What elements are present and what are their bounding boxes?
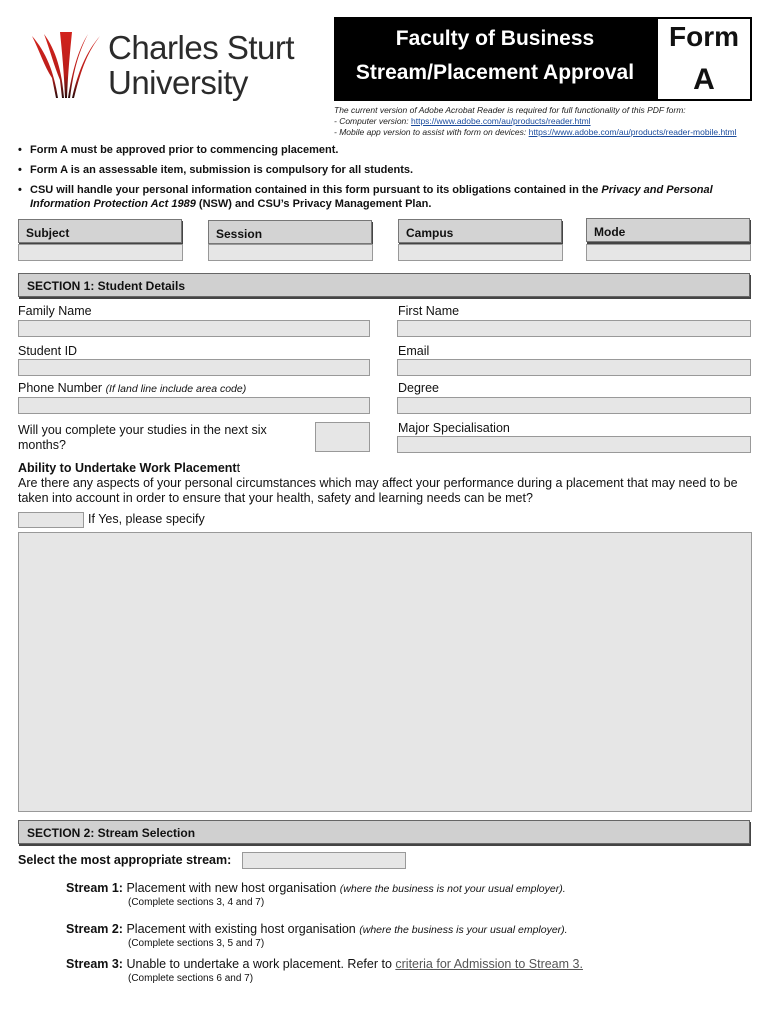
form-word: Form (669, 21, 739, 52)
csu-logo-mark-icon (30, 32, 102, 100)
ability-question: Are there any aspects of your personal circumstances which may affect your performance during a placement that may need to be taken into account in order to ensure that your health, safety and learning needs can be met? (18, 476, 738, 505)
major-field[interactable] (397, 436, 751, 453)
stream-select[interactable] (242, 852, 406, 869)
bullet-privacy: • CSU will handle your personal information contained in this form pursuant to its obligations contained in the Privacy and Personal Information Protection Act 1989 (NSW) and CSU’s Privacy Management Plan. (18, 183, 748, 211)
student-id-field[interactable] (18, 359, 370, 376)
section-2-header: SECTION 2: Stream Selection (18, 820, 750, 844)
first-name-label: First Name (398, 304, 460, 318)
complete-studies-question: Will you complete your studies in the next six months? (18, 423, 267, 452)
mode-field[interactable] (586, 244, 751, 261)
email-label: Email (398, 344, 430, 358)
if-yes-dropdown[interactable] (18, 512, 84, 528)
family-name-field[interactable] (18, 320, 370, 337)
acrobat-notice (334, 105, 737, 138)
if-yes-label: If Yes, please specify (88, 512, 205, 526)
ability-title: Ability to Undertake Work Placementt (18, 461, 241, 475)
phone-field[interactable] (18, 397, 370, 414)
reader-link[interactable]: https://www.adobe.com/au/products/reader.html (411, 116, 591, 126)
stream-2-option: Stream 2: Placement with existing host organisation (where the business is your usual employer). (Complete sections 3, 5 and 7) (66, 922, 568, 949)
logo-line-1: Charles Sturt (108, 29, 295, 66)
bullet-item: • Form A is an assessable item, submission is compulsory for all students. (18, 163, 748, 177)
session-field[interactable] (208, 244, 373, 261)
stream-3-criteria-link[interactable]: criteria for Admission to Stream 3. (395, 957, 583, 971)
select-stream-label: Select the most appropriate stream: (18, 853, 232, 867)
degree-field[interactable] (397, 397, 751, 414)
specify-textarea[interactable] (18, 532, 752, 812)
bullet-item: • Form A must be approved prior to commencing placement. (18, 143, 748, 157)
stream-3-option: Stream 3: Unable to undertake a work placement. Refer to criteria for Admission to Stream 3. (Complete sections 6 and 7) (66, 957, 583, 984)
mode-label: Mode (586, 218, 750, 242)
stream-1-option: Stream 1: Placement with new host organisation (where the business is not your usual employer). (Complete sections 3, 4 and 7) (66, 881, 566, 908)
form-letter: A (693, 63, 715, 96)
subject-label: Subject (18, 219, 182, 243)
student-id-label: Student ID (18, 344, 78, 358)
header-title-box (334, 17, 656, 101)
faculty-title: Faculty of Business (395, 27, 595, 50)
family-name-label: Family Name (18, 304, 92, 318)
form-id-box (656, 17, 752, 101)
acrobat-line-1: The current version of Adobe Acrobat Reader is required for full functionality of this PDF form: (334, 105, 686, 115)
campus-label: Campus (398, 219, 562, 243)
csu-logo-text (108, 30, 294, 100)
acrobat-line-3: - Mobile app version to assist with form on devices: https://www.adobe.com/au/products/reader-mobile.html (334, 127, 737, 137)
logo-line-2: University (108, 64, 248, 101)
form-title: Stream/Placement Approval (355, 61, 635, 84)
major-label: Major Specialisation (398, 421, 510, 435)
first-name-field[interactable] (397, 320, 751, 337)
complete-studies-field[interactable] (315, 422, 370, 452)
session-label: Session (208, 220, 372, 244)
section-1-header: SECTION 1: Student Details (18, 273, 750, 297)
acrobat-line-2: - Computer version: https://www.adobe.com/au/products/reader.html (334, 116, 591, 126)
campus-field[interactable] (398, 244, 563, 261)
phone-label: Phone Number (If land line include area code) (18, 381, 247, 395)
email-field[interactable] (397, 359, 751, 376)
subject-field[interactable] (18, 244, 183, 261)
reader-mobile-link[interactable]: https://www.adobe.com/au/products/reader-mobile.html (528, 127, 737, 137)
degree-label: Degree (398, 381, 439, 395)
